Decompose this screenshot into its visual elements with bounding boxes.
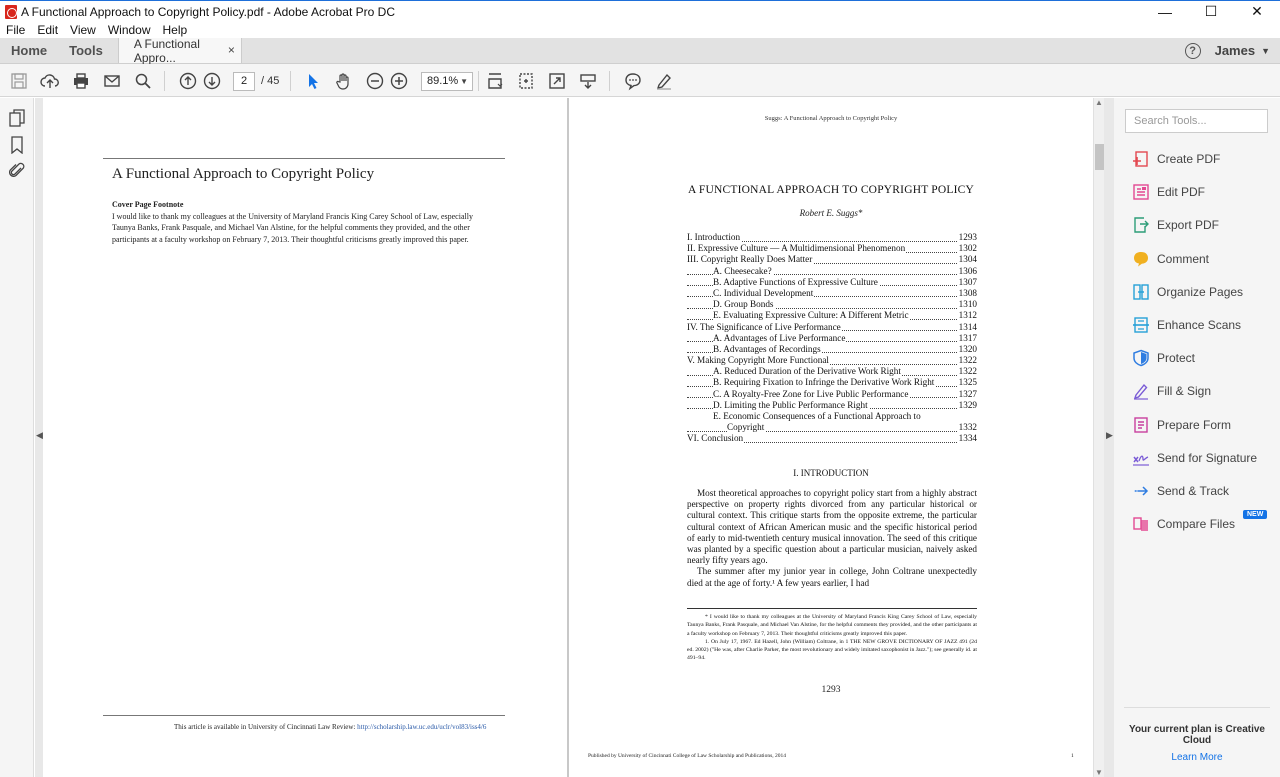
toc-entry-label: IV. The Significance of Live Performance: [687, 321, 841, 332]
toc-entry: [687, 232, 977, 243]
toc-entry-page: 1332: [958, 422, 977, 433]
new-badge: NEW: [1243, 510, 1267, 519]
close-window-button[interactable]: ✕: [1251, 3, 1263, 19]
article-title: A FUNCTIONAL APPROACH TO COPYRIGHT POLICY: [687, 184, 975, 196]
section-heading: I. INTRODUCTION: [793, 468, 869, 478]
body-paragraph: Most theoretical approaches to copyright policy start from a highly abstract perspective on property rights divorced from any particular historical or cultural context. This critique starts from the opposite extreme, the particular cultural context of African American music and the specific historical period of early to mid-twentieth century musical innovation. The seed of this critique was planted by a specific question about a particular musician, naively asked nearly fifty years ago.: [687, 488, 977, 566]
toc-entry-label: A. Reduced Duration of the Derivative Work Right: [713, 366, 901, 377]
chevron-down-icon: ▼: [460, 77, 468, 86]
toc-entry-page: 1302: [958, 243, 977, 254]
search-tools-input[interactable]: Search Tools...: [1125, 109, 1268, 133]
print-icon[interactable]: [71, 71, 91, 91]
toc-entry-label: I. Introduction: [687, 232, 741, 242]
toc-entry-label: III. Copyright Really Does Matter: [687, 254, 813, 265]
footnotes: [687, 613, 977, 663]
toc-entry-page: 1325: [958, 377, 977, 388]
window-controls: [1142, 1, 1280, 23]
tool-organize-pages[interactable]: [1132, 282, 1272, 302]
tools-pane: [1114, 98, 1280, 777]
body-text: [687, 488, 977, 589]
toc-entry-page: 1320: [958, 343, 977, 354]
toc-entry-page: 1334: [958, 433, 977, 444]
availability-note: [174, 723, 486, 731]
cover-footnote-heading: Cover Page Footnote: [112, 200, 184, 209]
minimize-button[interactable]: —: [1158, 3, 1172, 20]
toc-entry: [687, 355, 977, 366]
collapse-left-pane-handle[interactable]: [35, 98, 43, 777]
attachments-icon[interactable]: [9, 162, 26, 180]
toc-entry-label: E. Evaluating Expressive Culture: A Different Metric: [713, 310, 909, 321]
toc-entry-page: 1306: [958, 265, 977, 276]
document-view[interactable]: [43, 98, 1093, 777]
fit-page-icon[interactable]: [516, 71, 536, 91]
availability-link[interactable]: http://scholarship.law.uc.edu/uclr/vol83/iss4/6: [357, 723, 487, 731]
availability-text: This article is available in University of Cincinnati Law Review:: [174, 723, 358, 731]
toc-entry-page: 1322: [958, 366, 977, 377]
protect-icon: [1132, 349, 1150, 367]
tool-edit-pdf[interactable]: [1132, 182, 1272, 202]
toc-entry: [687, 411, 977, 422]
enhance-scans-icon: [1132, 316, 1150, 334]
help-icon[interactable]: ?: [1185, 43, 1201, 59]
tool-protect[interactable]: [1132, 348, 1272, 368]
toc-entry-page: 1307: [958, 276, 977, 287]
fill-sign-icon: [1132, 382, 1150, 400]
tool-send-track[interactable]: [1132, 481, 1272, 501]
user-name[interactable]: James: [1214, 43, 1256, 58]
menu-file[interactable]: File: [6, 23, 26, 37]
search-icon[interactable]: [133, 71, 153, 91]
toc-entry-page: 1329: [958, 399, 977, 410]
export-pdf-icon: [1132, 216, 1150, 234]
toc-entry: [687, 344, 977, 355]
tool-label: Compare Files: [1157, 517, 1236, 532]
send-signature-icon: [1132, 449, 1150, 467]
chevron-right-icon: ▶: [1106, 430, 1113, 440]
toc-entry: [687, 433, 977, 444]
send-track-icon: [1132, 482, 1150, 500]
footnote-star: * I would like to thank my colleagues at the University of Maryland Francis King Carey School of Law, especially Taunya Banks, Frank Pasquale, and Michael Van Alstine, for the helpful comments they provided, and the other participants at a faculty workshop on February 7, 2013. Their thoughtful criticisms greatly improved this paper.: [687, 614, 977, 637]
toc-entry: [687, 243, 977, 254]
tab-home[interactable]: Home: [11, 43, 48, 58]
zoom-out-icon[interactable]: [365, 71, 385, 91]
toc-entry-page: 1312: [958, 310, 977, 321]
menu-window[interactable]: Window: [107, 23, 151, 37]
plan-divider: [1124, 707, 1270, 708]
create-pdf-icon: [1132, 150, 1150, 168]
toc-entry: [687, 266, 977, 277]
tab-close-button[interactable]: ×: [227, 43, 235, 57]
acrobat-app-icon: [5, 5, 17, 19]
tool-label: Edit PDF: [1157, 185, 1206, 200]
main-toolbar: [0, 64, 1280, 97]
page-1293: [569, 98, 1093, 777]
toc-entry: [687, 322, 977, 333]
toc-entry: [687, 389, 977, 400]
zoom-level-value: 89.1%: [427, 75, 459, 87]
scroll-down-icon[interactable]: ▼: [1095, 768, 1103, 777]
toc-entry: [687, 422, 977, 433]
hand-tool-icon[interactable]: [334, 71, 354, 91]
tool-label: Create PDF: [1157, 152, 1221, 166]
chevron-down-icon[interactable]: ▼: [1261, 45, 1270, 56]
learn-more-link[interactable]: Learn More: [1171, 752, 1223, 763]
toc-entry-label: B. Advantages of Recordings: [713, 343, 821, 354]
toc-entry-page: 1293: [958, 232, 977, 242]
tool-create-pdf[interactable]: [1132, 149, 1272, 169]
table-of-contents: [687, 232, 977, 445]
toc-entry: [687, 333, 977, 344]
tool-label: Send & Track: [1157, 484, 1230, 498]
email-icon[interactable]: [102, 71, 122, 91]
toc-entry-label: A. Cheesecake?: [713, 265, 772, 276]
toc-entry-label: Copyright: [727, 422, 765, 433]
upload-cloud-icon[interactable]: [40, 71, 60, 91]
prepare-form-icon: [1132, 416, 1150, 434]
tool-label: Comment: [1157, 251, 1210, 266]
organize-pages-icon: [1132, 283, 1150, 301]
toc-entry: [687, 310, 977, 321]
toc-entry-page: 1304: [958, 254, 977, 265]
cover-footnote-body: I would like to thank my colleagues at the University of Maryland Francis King Carey School of Law, especially Taunya Banks, Frank Pasquale, and Michael Van Alstine, for the helpful comments they provided, and the other participants at a faculty workshop on February 7, 2013. Their thoughtful criticisms greatly improved this paper.: [112, 212, 473, 244]
menu-edit[interactable]: Edit: [37, 23, 59, 37]
toc-entry: [687, 288, 977, 299]
maximize-button[interactable]: ☐: [1204, 3, 1218, 19]
toc-entry-label: VI. Conclusion: [687, 433, 744, 444]
comment-icon: [1132, 250, 1150, 268]
cover-bottom-rule: [103, 715, 505, 716]
footnote-rule: [687, 608, 977, 609]
toc-entry-label: II. Expressive Culture — A Multidimensional Phenomenon: [687, 243, 906, 254]
scroll-up-icon[interactable]: ▲: [1095, 98, 1103, 107]
page-total: / 45: [261, 75, 280, 87]
toc-entry: [687, 400, 977, 411]
body-paragraph: The summer after my junior year in college, John Coltrane unexpectedly died at the age of forty.¹ A few years earlier, I had: [687, 566, 977, 588]
save-icon[interactable]: [9, 71, 29, 91]
page-thumbnails-icon[interactable]: [9, 109, 26, 127]
vertical-scrollbar[interactable]: [1093, 98, 1104, 777]
toc-entry-page: 1322: [958, 355, 977, 366]
full-screen-icon[interactable]: [547, 71, 567, 91]
tab-document[interactable]: [118, 38, 242, 63]
page-footer-number: 1: [1071, 753, 1074, 759]
collapse-tools-pane-handle[interactable]: [1104, 98, 1114, 777]
cover-title: A Functional Approach to Copyright Policy: [112, 166, 375, 182]
tool-label: Prepare Form: [1157, 417, 1232, 432]
cover-top-rule: [103, 158, 505, 159]
tool-label: Protect: [1157, 351, 1196, 366]
page-number-input[interactable]: 2: [233, 72, 255, 91]
toc-entry-label: D. Group Bonds: [713, 299, 774, 310]
menu-view[interactable]: View: [70, 23, 96, 37]
toc-entry-page: 1314: [958, 321, 977, 332]
toc-entry: [687, 277, 977, 288]
toc-entry-label: A. Advantages of Live Performance: [713, 332, 846, 343]
previous-page-icon[interactable]: [178, 71, 198, 91]
running-header: Suggs: A Functional Approach to Copyright Policy: [764, 115, 898, 122]
next-page-icon[interactable]: [202, 71, 222, 91]
toc-entry-label: C. A Royalty-Free Zone for Live Public Performance: [713, 388, 909, 399]
toc-entry-page: 1308: [958, 287, 977, 298]
account-area: [1185, 38, 1280, 63]
tool-enhance-scans[interactable]: [1132, 315, 1272, 335]
tool-send-signature[interactable]: [1132, 448, 1272, 468]
toc-entry-page: 1327: [958, 388, 977, 399]
title-bar: [0, 0, 1280, 22]
comment-icon[interactable]: [623, 71, 643, 91]
zoom-in-icon[interactable]: [389, 71, 409, 91]
toc-entry: [687, 254, 977, 265]
toc-entry-label: C. Individual Development: [713, 287, 814, 298]
scrollbar-thumb[interactable]: [1095, 144, 1104, 170]
left-navigation-pane: [0, 98, 34, 777]
toc-entry-page: 1317: [958, 332, 977, 343]
tab-tools[interactable]: Tools: [69, 43, 103, 58]
tab-bar: [0, 38, 1280, 64]
toc-entry: [687, 366, 977, 377]
tool-comment[interactable]: [1132, 249, 1272, 269]
menu-help[interactable]: Help: [162, 23, 188, 37]
window-title: A Functional Approach to Copyright Policy.pdf - Adobe Acrobat Pro DC: [21, 4, 395, 19]
toc-entry-label: E. Economic Consequences of a Functional Approach to: [713, 411, 921, 421]
footnote-1: 1. On July 17, 1967. Ed Hazell, John (William) Coltrane, in 1 THE NEW GROVE DICTIONARY OF JAZZ 491 (2d ed. 2002) ("He was, after Charlie Parker, the most revolutionary and widely imitated saxophonist in Jazz."); see generally id. at 491–94.: [687, 638, 977, 662]
compare-files-icon: [1132, 515, 1150, 533]
tool-export-pdf[interactable]: [1132, 215, 1272, 235]
toc-entry: [687, 377, 977, 388]
tab-document-label: A Functional Appro...: [133, 36, 200, 65]
page-number: 1293: [821, 685, 841, 695]
toc-entry-label: D. Limiting the Public Performance Right: [713, 399, 868, 410]
tool-label: Enhance Scans: [1157, 318, 1242, 332]
tool-label: Send for Signature: [1157, 450, 1258, 465]
plan-text: Your current plan is Creative Cloud: [1129, 724, 1265, 746]
zoom-level-select[interactable]: [421, 72, 473, 91]
tool-label: Organize Pages: [1157, 284, 1244, 299]
toc-entry-page: 1310: [958, 299, 977, 310]
tool-label: Export PDF: [1157, 218, 1220, 233]
toc-entry-label: B. Adaptive Functions of Expressive Culture: [713, 276, 878, 287]
toc-entry-label: V. Making Copyright More Functional: [687, 355, 829, 366]
edit-pdf-icon: [1132, 183, 1150, 201]
highlight-pen-icon[interactable]: [654, 71, 674, 91]
toc-entry-label: B. Requiring Fixation to Infringe the Derivative Work Right: [713, 377, 935, 388]
page-footer: Published by University of Cincinnati College of Law Scholarship and Publications, 2014: [588, 753, 786, 759]
chevron-left-icon: ◀: [36, 430, 43, 440]
tool-label: Fill & Sign: [1157, 384, 1212, 399]
article-author: Robert E. Suggs*: [799, 208, 863, 218]
select-cursor-icon[interactable]: [303, 71, 323, 91]
toc-entry: [687, 299, 977, 310]
keyboard-read-icon[interactable]: [578, 71, 598, 91]
tool-fill-sign[interactable]: [1132, 381, 1272, 401]
bookmarks-icon[interactable]: [9, 136, 26, 154]
scrolling-mode-icon[interactable]: [485, 71, 505, 91]
tool-prepare-form[interactable]: [1132, 415, 1272, 435]
